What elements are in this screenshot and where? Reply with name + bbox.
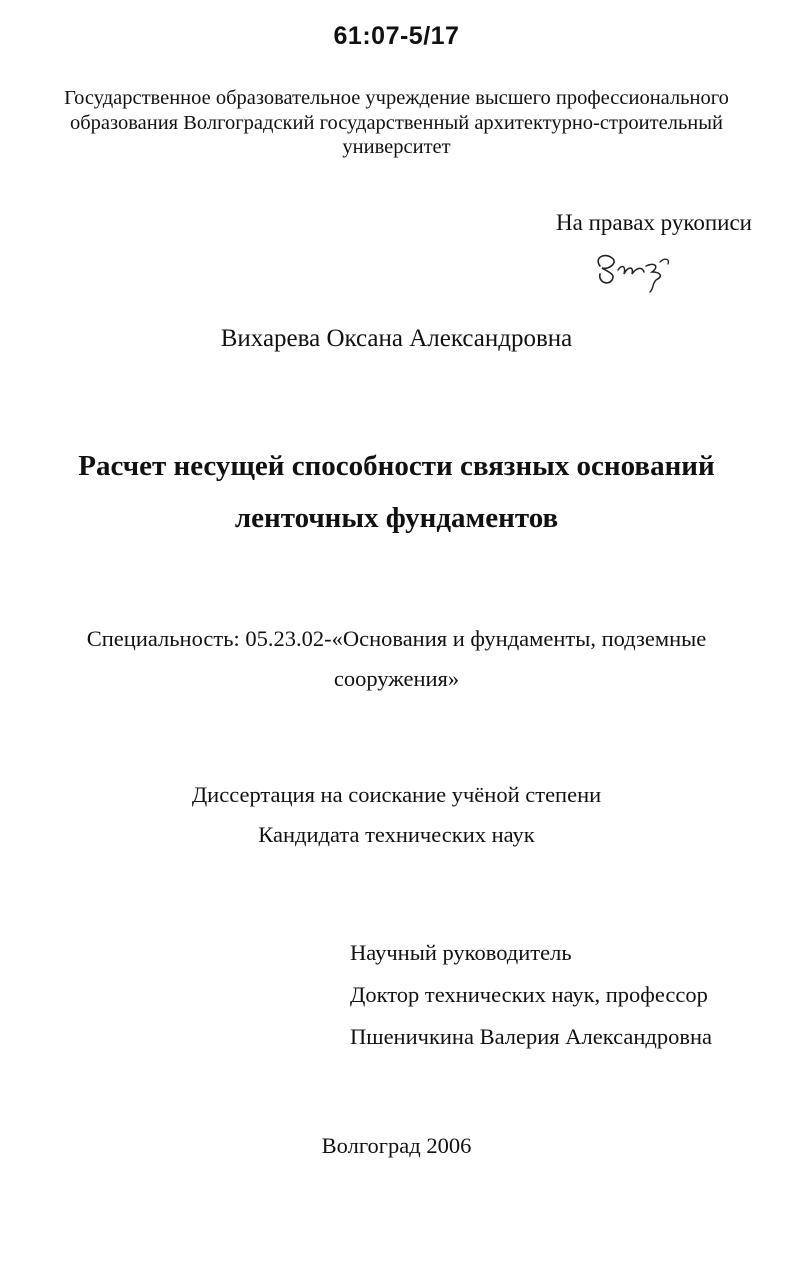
supervisor-line: Пшеничкина Валерия Александровна	[350, 1024, 712, 1049]
institution-line: Государственное образовательное учреждение высшего профессионального	[64, 87, 729, 109]
specialty-line: сооружения»	[333, 666, 460, 691]
institution-line: образования Волгоградский государственный архитектурно-строительный	[69, 111, 724, 134]
catalog-code: 61:07-5/17	[333, 22, 460, 50]
specialty-line: Специальность: 05.23.02-«Основания и фундаменты, подземные	[86, 626, 707, 651]
dissertation-title	[0, 440, 793, 544]
degree-line: Кандидата технических наук	[258, 822, 535, 847]
supervisor-block	[350, 932, 780, 1058]
rights-note: На правах рукописи	[556, 210, 752, 235]
specialty	[60, 619, 733, 699]
title-line: ленточных фундаментов	[234, 502, 559, 534]
degree-statement	[0, 775, 793, 855]
institution-name	[60, 86, 733, 160]
title-line: Расчет несущей способности связных оснований	[78, 450, 715, 482]
author-name: Вихарева Оксана Александровна	[220, 325, 573, 352]
supervisor-line: Доктор технических наук, профессор	[350, 982, 708, 1007]
degree-line: Диссертация на соискание учёной степени	[191, 782, 602, 807]
handwritten-signature	[590, 244, 680, 294]
supervisor-line: Научный руководитель	[350, 940, 572, 965]
institution-line: университет	[342, 136, 451, 158]
place-year: Волгоград 2006	[321, 1133, 472, 1158]
